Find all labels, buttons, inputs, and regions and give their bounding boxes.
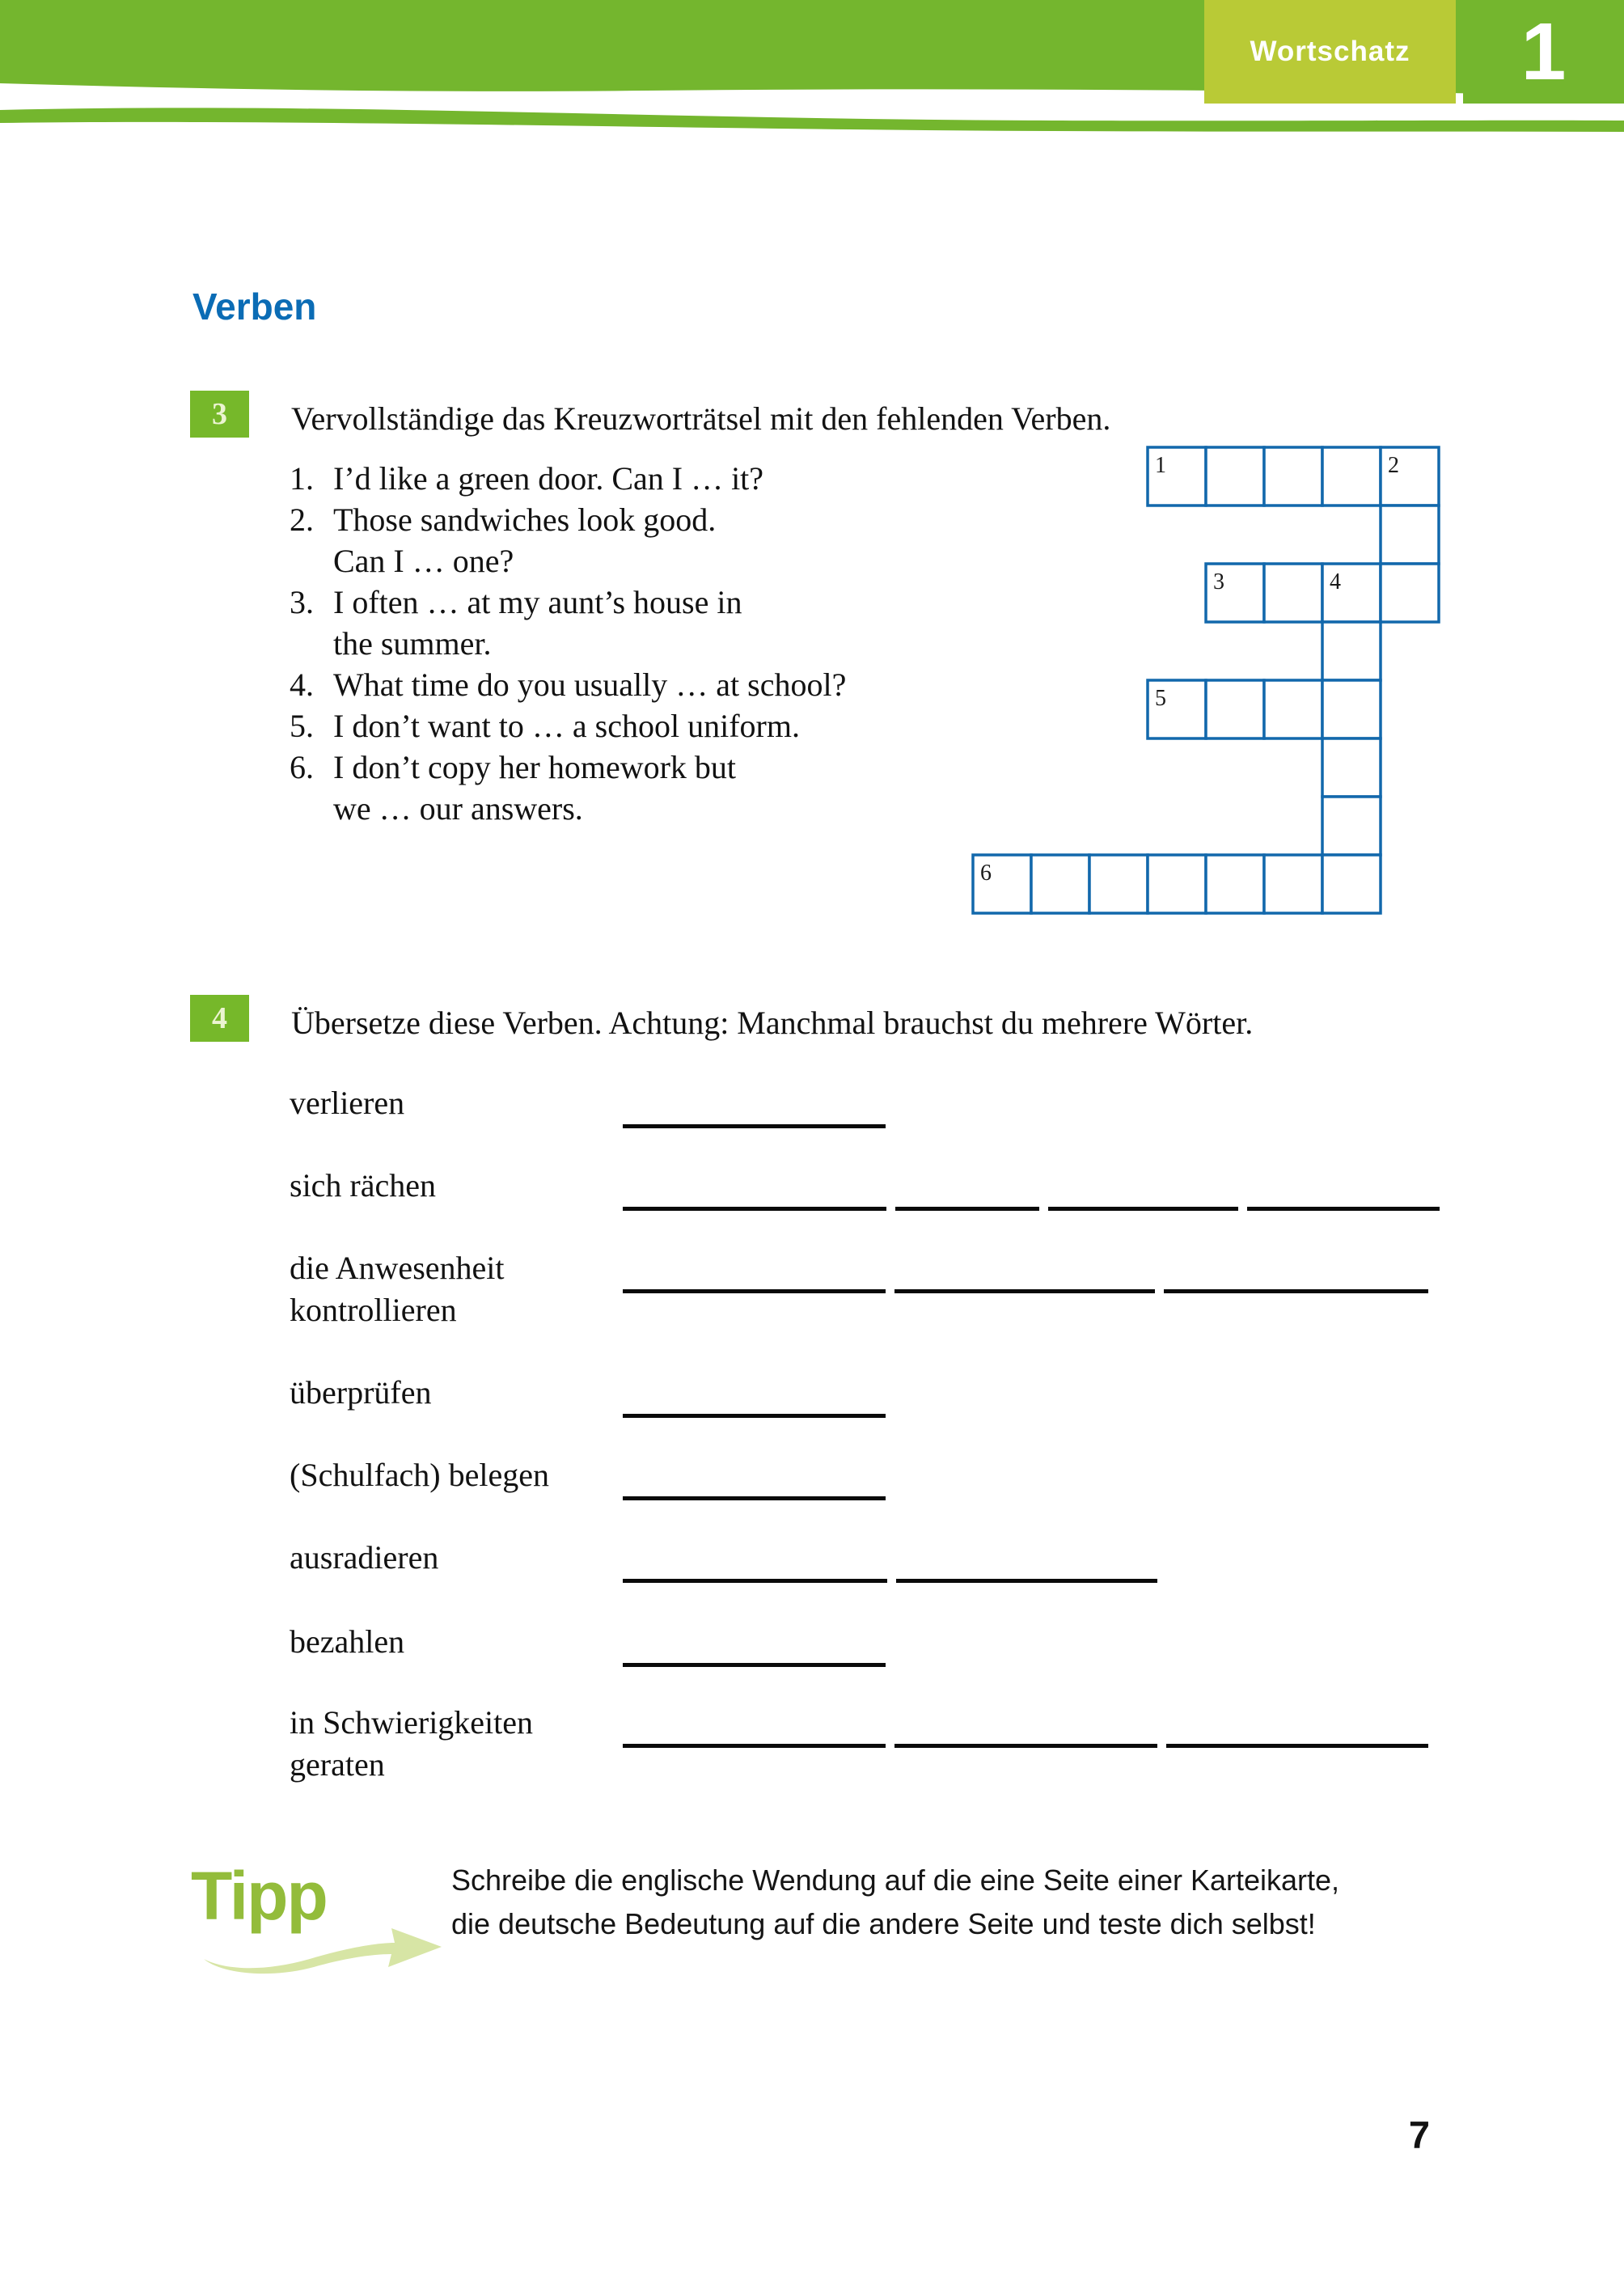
answer-blank-line: [623, 1289, 886, 1293]
answer-blanks: [623, 1124, 894, 1139]
crossword-cell: [1206, 680, 1264, 738]
german-term: ausradieren: [290, 1539, 439, 1576]
crossword-cell-number: 6: [980, 861, 992, 886]
exercise-3-instruction: Vervollständige das Kreuzworträtsel mit den fehlenden Verben.: [291, 400, 1111, 437]
crossword-cell: [1381, 506, 1439, 564]
translation-row-3: [290, 1247, 1551, 1369]
crossword-cell-number: 3: [1213, 569, 1224, 594]
answer-blank-line: [623, 1414, 886, 1418]
answer-blanks: [623, 1289, 1437, 1304]
crossword-cell: [1264, 680, 1322, 738]
german-term: bezahlen: [290, 1623, 405, 1660]
crossword-cell: [1322, 680, 1381, 738]
crossword-cell: [1264, 447, 1322, 506]
crossword-cell: [1206, 855, 1264, 913]
exercise-4-badge: 4: [190, 995, 249, 1042]
crossword-cell: [1031, 855, 1089, 913]
german-term: die Anwesenheit kontrollieren: [290, 1250, 505, 1328]
exercise-3-badge: 3: [190, 391, 249, 438]
header-section-label: Wortschatz: [1250, 36, 1410, 67]
clue-number: 5.: [290, 708, 314, 744]
clue-number: 4.: [290, 666, 314, 703]
answer-blanks: [623, 1744, 1437, 1758]
answer-blank-line: [623, 1579, 887, 1583]
answer-blank-line: [1164, 1289, 1428, 1293]
answer-blanks: [623, 1207, 1448, 1221]
crossword-cell: [1322, 797, 1381, 855]
crossword-cell: [1381, 564, 1439, 622]
crossword-cell-number: 2: [1388, 453, 1399, 478]
crossword-cell: [1264, 564, 1322, 622]
crossword-cell: [1322, 855, 1381, 913]
tip-label: Tipp: [191, 1858, 327, 1934]
page-number: 7: [1408, 2113, 1431, 2156]
crossword-clue-1: [290, 458, 969, 499]
crossword-cell: [1322, 622, 1381, 680]
german-term: überprüfen: [290, 1374, 432, 1411]
crossword-clue-4: [290, 664, 969, 705]
clue-number: 1.: [290, 460, 314, 497]
answer-blanks: [623, 1663, 894, 1677]
clue-text: Those sandwiches look good. Can I … one?: [333, 501, 717, 579]
crossword-clue-3: [290, 582, 969, 664]
translation-row-8: [290, 1702, 1551, 1823]
german-term: sich rächen: [290, 1167, 437, 1204]
clue-number: 3.: [290, 584, 314, 620]
tip-arrow-icon: [201, 1902, 443, 1975]
answer-blank-line: [623, 1663, 886, 1667]
crossword-cell: [1089, 855, 1148, 913]
clue-number: 6.: [290, 749, 314, 785]
clue-text: I’d like a green door. Can I … it?: [333, 460, 764, 497]
crossword-cell-number: 4: [1330, 569, 1341, 594]
german-term: (Schulfach) belegen: [290, 1457, 549, 1493]
header-thin-stripe: [0, 108, 1624, 132]
answer-blank-line: [896, 1579, 1157, 1583]
clue-text: I don’t copy her homework but we … our answers.: [333, 749, 737, 827]
crossword-clue-6: [290, 747, 969, 829]
answer-blank-line: [623, 1744, 886, 1748]
german-term: in Schwierigkeiten geraten: [290, 1704, 534, 1783]
crossword-cell-number: 5: [1155, 686, 1166, 711]
answer-blank-line: [1048, 1207, 1238, 1211]
crossword-grid: [971, 445, 1448, 922]
answer-blanks: [623, 1579, 1166, 1593]
clue-text: I don’t want to … a school uniform.: [333, 708, 800, 744]
clue-text: What time do you usually … at school?: [333, 666, 847, 703]
tip-text: Schreibe die englische Wendung auf die eine Seite einer Karteikarte, die deutsche Bedeutung auf die andere Seite und teste dich selbst!: [451, 1864, 1340, 1940]
crossword-cell-number: 1: [1155, 453, 1166, 478]
answer-blank-line: [894, 1744, 1157, 1748]
answer-blank-line: [1247, 1207, 1440, 1211]
header-unit-number: 1: [1520, 6, 1567, 97]
german-term: verlieren: [290, 1085, 405, 1121]
answer-blank-line: [623, 1124, 886, 1128]
crossword-cell: [1264, 855, 1322, 913]
answer-blanks: [623, 1496, 894, 1511]
crossword-clue-2: [290, 499, 969, 582]
answer-blank-line: [894, 1289, 1155, 1293]
answer-blank-line: [623, 1207, 886, 1211]
crossword-clue-5: [290, 705, 969, 747]
answer-blank-line: [895, 1207, 1039, 1211]
crossword-cell: [1322, 738, 1381, 797]
clue-list: [290, 458, 969, 829]
answer-blank-line: [1166, 1744, 1428, 1748]
crossword-cell: [1148, 855, 1206, 913]
answer-blanks: [623, 1414, 894, 1428]
clue-text: I often … at my aunt’s house in the summer.: [333, 584, 742, 662]
clue-number: 2.: [290, 501, 314, 538]
page-title: Verben: [192, 286, 317, 328]
answer-blank-line: [623, 1496, 886, 1500]
exercise-4-instruction: Übersetze diese Verben. Achtung: Manchmal brauchst du mehrere Wörter.: [291, 1005, 1254, 1041]
crossword-cell: [1322, 447, 1381, 506]
crossword-cell: [1206, 447, 1264, 506]
